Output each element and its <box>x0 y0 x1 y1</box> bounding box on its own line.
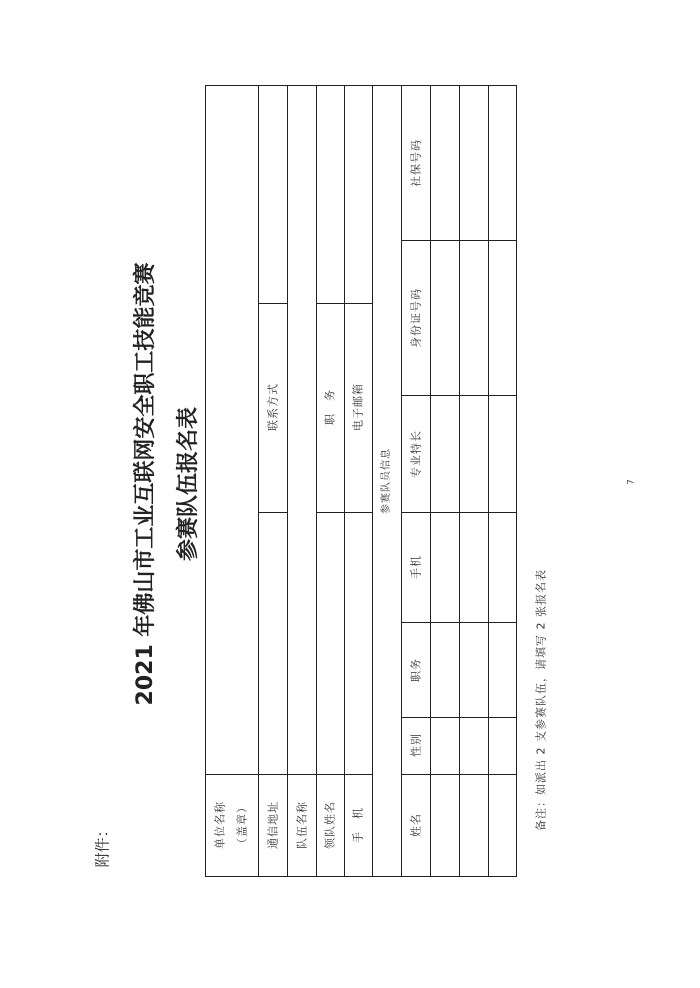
table-border-bottom <box>205 876 517 877</box>
contact-divider-right <box>258 303 287 304</box>
col-header-mobile: 手机 <box>409 555 423 579</box>
label-email: 电子邮箱 <box>351 383 365 431</box>
footnote: 备注：如派出 2 支参赛队伍，请填写 2 张报名表 <box>534 569 548 831</box>
member-col-divider <box>401 240 517 241</box>
position-email-divider-left <box>316 512 372 513</box>
label-address: 通信地址 <box>266 801 280 849</box>
member-col-divider <box>401 622 517 623</box>
label-unit-name: 单位名称 <box>213 801 227 849</box>
col-header-name: 姓名 <box>409 813 423 837</box>
row-divider <box>488 85 489 877</box>
row-divider <box>372 85 373 877</box>
attachment-label: 附件： <box>93 822 112 868</box>
members-section-header: 参赛队员信息 <box>381 448 392 514</box>
label-position: 职 务 <box>323 389 337 425</box>
label-mobile: 手 机 <box>351 807 365 843</box>
label-team-name: 队伍名称 <box>295 801 309 849</box>
row-divider <box>258 85 259 877</box>
position-email-divider-right <box>316 303 372 304</box>
col-header-gender: 性别 <box>409 733 423 757</box>
label-contact: 联系方式 <box>266 383 280 431</box>
row-divider <box>287 85 288 877</box>
row-divider <box>401 85 402 877</box>
row-divider <box>344 85 345 877</box>
row-divider <box>316 85 317 877</box>
label-seal: （盖章） <box>235 801 249 849</box>
table-border-top <box>205 85 517 86</box>
member-col-divider <box>401 774 517 775</box>
row-divider <box>459 85 460 877</box>
title-line-2: 参赛队伍报名表 <box>176 406 201 562</box>
table-border-left <box>205 85 206 877</box>
table-border-right <box>516 85 517 877</box>
col-header-social-security: 社保号码 <box>409 139 423 187</box>
col-header-position: 职务 <box>409 658 423 682</box>
member-col-divider <box>401 717 517 718</box>
label-column-divider <box>205 774 372 775</box>
page-number: 7 <box>626 479 637 485</box>
member-col-divider <box>401 512 517 513</box>
member-col-divider <box>401 395 517 396</box>
col-header-specialty: 专业特长 <box>409 430 423 478</box>
label-leader-name: 领队姓名 <box>323 801 337 849</box>
title-line-1: 2021 年佛山市工业互联网安全职工技能竞赛 <box>133 262 158 706</box>
row-divider <box>430 85 431 877</box>
contact-divider-left <box>258 512 287 513</box>
col-header-id-number: 身份证号码 <box>409 288 423 348</box>
